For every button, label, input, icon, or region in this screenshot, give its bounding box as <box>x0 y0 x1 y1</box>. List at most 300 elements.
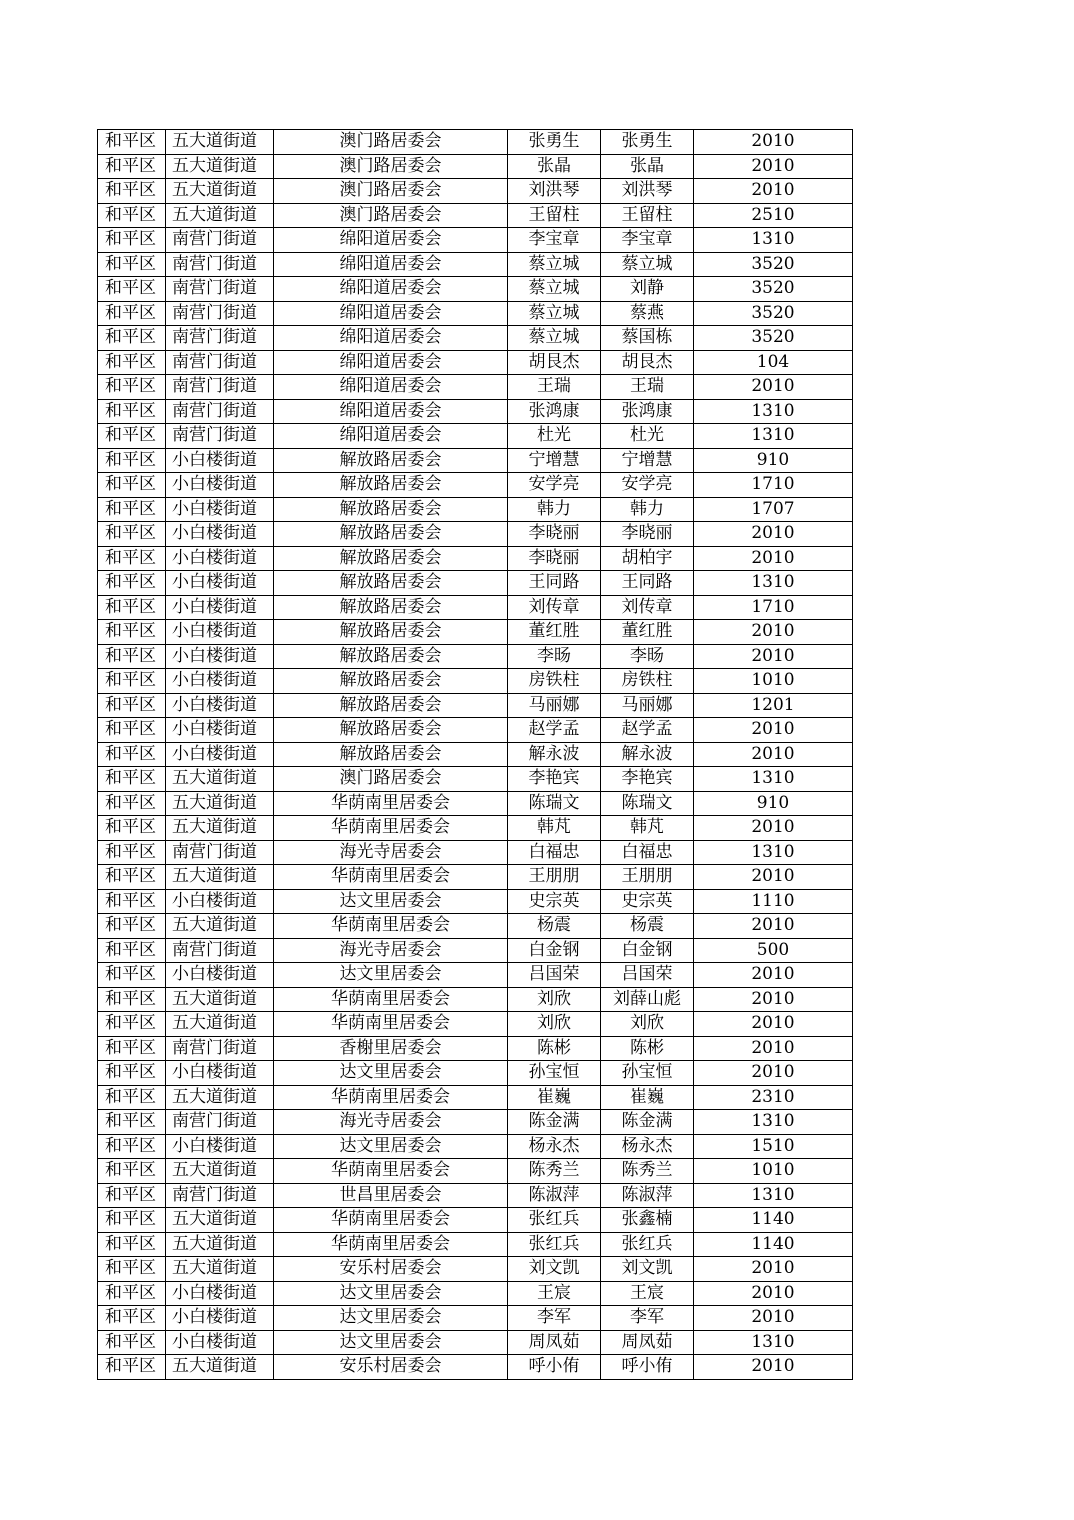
committee-cell: 华荫南里居委会 <box>274 987 508 1012</box>
district-cell: 和平区 <box>98 595 166 620</box>
applicant-cell: 房铁柱 <box>508 669 601 694</box>
committee-cell: 海光寺居委会 <box>274 1110 508 1135</box>
applicant-cell: 蔡立城 <box>508 301 601 326</box>
committee-cell: 解放路居委会 <box>274 571 508 596</box>
table-row <box>98 203 853 228</box>
street-cell: 五大道街道 <box>166 1208 274 1233</box>
street-cell: 南营门街道 <box>166 840 274 865</box>
member-cell: 刘薛山彪 <box>601 987 694 1012</box>
district-cell: 和平区 <box>98 424 166 449</box>
district-cell: 和平区 <box>98 203 166 228</box>
street-cell: 小白楼街道 <box>166 963 274 988</box>
member-cell: 陈秀兰 <box>601 1159 694 1184</box>
applicant-cell: 呼小侑 <box>508 1355 601 1380</box>
amount-cell: 1110 <box>694 889 853 914</box>
amount-cell: 1310 <box>694 399 853 424</box>
district-cell: 和平区 <box>98 889 166 914</box>
member-cell: 刘传章 <box>601 595 694 620</box>
district-cell: 和平区 <box>98 1208 166 1233</box>
applicant-cell: 蔡立城 <box>508 326 601 351</box>
street-cell: 南营门街道 <box>166 938 274 963</box>
amount-cell: 2010 <box>694 1012 853 1037</box>
applicant-cell: 王同路 <box>508 571 601 596</box>
district-cell: 和平区 <box>98 791 166 816</box>
applicant-cell: 王瑞 <box>508 375 601 400</box>
street-cell: 小白楼街道 <box>166 522 274 547</box>
member-cell: 韩芃 <box>601 816 694 841</box>
applicant-cell: 宁增慧 <box>508 448 601 473</box>
applicant-cell: 韩芃 <box>508 816 601 841</box>
table-row <box>98 252 853 277</box>
applicant-cell: 崔巍 <box>508 1085 601 1110</box>
street-cell: 五大道街道 <box>166 1355 274 1380</box>
committee-cell: 华荫南里居委会 <box>274 1232 508 1257</box>
district-cell: 和平区 <box>98 473 166 498</box>
district-cell: 和平区 <box>98 1012 166 1037</box>
applicant-cell: 韩力 <box>508 497 601 522</box>
amount-cell: 2010 <box>694 1061 853 1086</box>
amount-cell: 1310 <box>694 840 853 865</box>
street-cell: 五大道街道 <box>166 203 274 228</box>
district-cell: 和平区 <box>98 718 166 743</box>
committee-cell: 达文里居委会 <box>274 889 508 914</box>
applicant-cell: 马丽娜 <box>508 693 601 718</box>
table-row <box>98 399 853 424</box>
district-cell: 和平区 <box>98 1330 166 1355</box>
street-cell: 小白楼街道 <box>166 546 274 571</box>
committee-cell: 解放路居委会 <box>274 448 508 473</box>
committee-cell: 华荫南里居委会 <box>274 1085 508 1110</box>
street-cell: 小白楼街道 <box>166 497 274 522</box>
table-row <box>98 1085 853 1110</box>
applicant-cell: 陈金满 <box>508 1110 601 1135</box>
committee-cell: 澳门路居委会 <box>274 203 508 228</box>
amount-cell: 2010 <box>694 522 853 547</box>
amount-cell: 2010 <box>694 1355 853 1380</box>
applicant-cell: 张鸿康 <box>508 399 601 424</box>
street-cell: 南营门街道 <box>166 1183 274 1208</box>
committee-cell: 华荫南里居委会 <box>274 816 508 841</box>
street-cell: 小白楼街道 <box>166 1134 274 1159</box>
table-row <box>98 914 853 939</box>
district-cell: 和平区 <box>98 1085 166 1110</box>
member-cell: 吕国荣 <box>601 963 694 988</box>
member-cell: 崔巍 <box>601 1085 694 1110</box>
member-cell: 杜光 <box>601 424 694 449</box>
table-row <box>98 1306 853 1331</box>
table-row <box>98 1208 853 1233</box>
member-cell: 刘洪琴 <box>601 179 694 204</box>
applicant-cell: 张红兵 <box>508 1208 601 1233</box>
district-cell: 和平区 <box>98 1355 166 1380</box>
committee-cell: 解放路居委会 <box>274 595 508 620</box>
street-cell: 小白楼街道 <box>166 669 274 694</box>
district-cell: 和平区 <box>98 179 166 204</box>
committee-cell: 澳门路居委会 <box>274 154 508 179</box>
applicant-cell: 孙宝恒 <box>508 1061 601 1086</box>
committee-cell: 解放路居委会 <box>274 669 508 694</box>
amount-cell: 2010 <box>694 644 853 669</box>
member-cell: 陈淑萍 <box>601 1183 694 1208</box>
street-cell: 五大道街道 <box>166 816 274 841</box>
table-row <box>98 620 853 645</box>
applicant-cell: 陈秀兰 <box>508 1159 601 1184</box>
street-cell: 五大道街道 <box>166 767 274 792</box>
committee-cell: 香榭里居委会 <box>274 1036 508 1061</box>
committee-cell: 绵阳道居委会 <box>274 252 508 277</box>
member-cell: 刘欣 <box>601 1012 694 1037</box>
district-cell: 和平区 <box>98 1232 166 1257</box>
district-cell: 和平区 <box>98 644 166 669</box>
member-cell: 白福忠 <box>601 840 694 865</box>
street-cell: 小白楼街道 <box>166 889 274 914</box>
amount-cell: 1710 <box>694 473 853 498</box>
committee-cell: 澳门路居委会 <box>274 767 508 792</box>
amount-cell: 2010 <box>694 375 853 400</box>
amount-cell: 1310 <box>694 1330 853 1355</box>
committee-cell: 安乐村居委会 <box>274 1355 508 1380</box>
amount-cell: 2010 <box>694 1036 853 1061</box>
member-cell: 赵学孟 <box>601 718 694 743</box>
street-cell: 南营门街道 <box>166 228 274 253</box>
street-cell: 五大道街道 <box>166 179 274 204</box>
district-cell: 和平区 <box>98 350 166 375</box>
applicant-cell: 蔡立城 <box>508 252 601 277</box>
district-cell: 和平区 <box>98 1183 166 1208</box>
street-cell: 小白楼街道 <box>166 595 274 620</box>
applicant-cell: 史宗英 <box>508 889 601 914</box>
table-row <box>98 375 853 400</box>
member-cell: 解永波 <box>601 742 694 767</box>
committee-cell: 澳门路居委会 <box>274 130 508 155</box>
street-cell: 五大道街道 <box>166 154 274 179</box>
member-cell: 王瑞 <box>601 375 694 400</box>
member-cell: 蔡燕 <box>601 301 694 326</box>
member-cell: 李军 <box>601 1306 694 1331</box>
table-row <box>98 669 853 694</box>
table-row <box>98 1159 853 1184</box>
committee-cell: 华荫南里居委会 <box>274 865 508 890</box>
district-cell: 和平区 <box>98 1061 166 1086</box>
committee-cell: 绵阳道居委会 <box>274 301 508 326</box>
amount-cell: 1310 <box>694 1110 853 1135</box>
street-cell: 南营门街道 <box>166 277 274 302</box>
applicant-cell: 杜光 <box>508 424 601 449</box>
district-cell: 和平区 <box>98 1159 166 1184</box>
district-cell: 和平区 <box>98 399 166 424</box>
street-cell: 南营门街道 <box>166 424 274 449</box>
applicant-cell: 周凤茹 <box>508 1330 601 1355</box>
street-cell: 小白楼街道 <box>166 1330 274 1355</box>
applicant-cell: 张红兵 <box>508 1232 601 1257</box>
table-row <box>98 326 853 351</box>
member-cell: 杨永杰 <box>601 1134 694 1159</box>
table-row <box>98 865 853 890</box>
table-row <box>98 154 853 179</box>
member-cell: 刘静 <box>601 277 694 302</box>
district-cell: 和平区 <box>98 987 166 1012</box>
member-cell: 李艳宾 <box>601 767 694 792</box>
district-cell: 和平区 <box>98 154 166 179</box>
amount-cell: 2010 <box>694 718 853 743</box>
member-cell: 陈金满 <box>601 1110 694 1135</box>
member-cell: 呼小侑 <box>601 1355 694 1380</box>
committee-cell: 解放路居委会 <box>274 473 508 498</box>
street-cell: 五大道街道 <box>166 130 274 155</box>
amount-cell: 1310 <box>694 571 853 596</box>
committee-cell: 世昌里居委会 <box>274 1183 508 1208</box>
amount-cell: 2010 <box>694 1257 853 1282</box>
street-cell: 南营门街道 <box>166 350 274 375</box>
member-cell: 蔡国栋 <box>601 326 694 351</box>
applicant-cell: 刘洪琴 <box>508 179 601 204</box>
district-cell: 和平区 <box>98 1110 166 1135</box>
applicant-cell: 陈淑萍 <box>508 1183 601 1208</box>
district-cell: 和平区 <box>98 938 166 963</box>
applicant-cell: 杨震 <box>508 914 601 939</box>
amount-cell: 2010 <box>694 963 853 988</box>
district-cell: 和平区 <box>98 130 166 155</box>
member-cell: 张晶 <box>601 154 694 179</box>
member-cell: 董红胜 <box>601 620 694 645</box>
amount-cell: 1140 <box>694 1232 853 1257</box>
street-cell: 小白楼街道 <box>166 718 274 743</box>
member-cell: 宁增慧 <box>601 448 694 473</box>
table-row <box>98 497 853 522</box>
table-row <box>98 448 853 473</box>
member-cell: 史宗英 <box>601 889 694 914</box>
amount-cell: 1010 <box>694 669 853 694</box>
district-cell: 和平区 <box>98 301 166 326</box>
amount-cell: 1707 <box>694 497 853 522</box>
table-row <box>98 350 853 375</box>
member-cell: 王同路 <box>601 571 694 596</box>
amount-cell: 500 <box>694 938 853 963</box>
amount-cell: 1310 <box>694 228 853 253</box>
street-cell: 小白楼街道 <box>166 1061 274 1086</box>
member-cell: 张鑫楠 <box>601 1208 694 1233</box>
street-cell: 小白楼街道 <box>166 742 274 767</box>
amount-cell: 2010 <box>694 987 853 1012</box>
committee-cell: 华荫南里居委会 <box>274 791 508 816</box>
district-cell: 和平区 <box>98 963 166 988</box>
street-cell: 五大道街道 <box>166 1012 274 1037</box>
member-cell: 孙宝恒 <box>601 1061 694 1086</box>
committee-cell: 澳门路居委会 <box>274 179 508 204</box>
amount-cell: 2010 <box>694 179 853 204</box>
street-cell: 南营门街道 <box>166 375 274 400</box>
committee-cell: 华荫南里居委会 <box>274 914 508 939</box>
committee-cell: 绵阳道居委会 <box>274 277 508 302</box>
table-row <box>98 767 853 792</box>
table-row <box>98 1036 853 1061</box>
applicant-cell: 董红胜 <box>508 620 601 645</box>
district-cell: 和平区 <box>98 816 166 841</box>
committee-cell: 解放路居委会 <box>274 522 508 547</box>
street-cell: 五大道街道 <box>166 1085 274 1110</box>
member-cell: 李宝章 <box>601 228 694 253</box>
applicant-cell: 王宸 <box>508 1281 601 1306</box>
applicant-cell: 蔡立城 <box>508 277 601 302</box>
district-cell: 和平区 <box>98 326 166 351</box>
applicant-cell: 陈瑞文 <box>508 791 601 816</box>
table-row <box>98 1355 853 1380</box>
table-row <box>98 1134 853 1159</box>
applicant-cell: 王留柱 <box>508 203 601 228</box>
street-cell: 南营门街道 <box>166 1110 274 1135</box>
amount-cell: 3520 <box>694 277 853 302</box>
member-cell: 杨震 <box>601 914 694 939</box>
applicant-cell: 李军 <box>508 1306 601 1331</box>
applicant-cell: 安学亮 <box>508 473 601 498</box>
committee-cell: 绵阳道居委会 <box>274 424 508 449</box>
table-row <box>98 1232 853 1257</box>
data-table <box>97 129 853 1380</box>
applicant-cell: 刘文凯 <box>508 1257 601 1282</box>
district-cell: 和平区 <box>98 693 166 718</box>
district-cell: 和平区 <box>98 1257 166 1282</box>
committee-cell: 解放路居委会 <box>274 546 508 571</box>
applicant-cell: 刘传章 <box>508 595 601 620</box>
street-cell: 五大道街道 <box>166 791 274 816</box>
amount-cell: 2010 <box>694 816 853 841</box>
amount-cell: 1310 <box>694 767 853 792</box>
district-cell: 和平区 <box>98 277 166 302</box>
amount-cell: 2010 <box>694 546 853 571</box>
amount-cell: 1201 <box>694 693 853 718</box>
street-cell: 小白楼街道 <box>166 571 274 596</box>
member-cell: 李旸 <box>601 644 694 669</box>
amount-cell: 2010 <box>694 1281 853 1306</box>
district-cell: 和平区 <box>98 1306 166 1331</box>
street-cell: 小白楼街道 <box>166 448 274 473</box>
table-row <box>98 718 853 743</box>
applicant-cell: 胡艮杰 <box>508 350 601 375</box>
applicant-cell: 吕国荣 <box>508 963 601 988</box>
amount-cell: 3520 <box>694 301 853 326</box>
committee-cell: 达文里居委会 <box>274 1061 508 1086</box>
street-cell: 小白楼街道 <box>166 1306 274 1331</box>
street-cell: 五大道街道 <box>166 1159 274 1184</box>
district-cell: 和平区 <box>98 767 166 792</box>
district-cell: 和平区 <box>98 1281 166 1306</box>
table-row <box>98 522 853 547</box>
committee-cell: 安乐村居委会 <box>274 1257 508 1282</box>
street-cell: 南营门街道 <box>166 1036 274 1061</box>
street-cell: 小白楼街道 <box>166 644 274 669</box>
member-cell: 王留柱 <box>601 203 694 228</box>
table-row <box>98 791 853 816</box>
table-row <box>98 1061 853 1086</box>
table-row <box>98 571 853 596</box>
table-row <box>98 938 853 963</box>
applicant-cell: 李晓丽 <box>508 522 601 547</box>
table-row <box>98 424 853 449</box>
amount-cell: 2010 <box>694 742 853 767</box>
district-cell: 和平区 <box>98 620 166 645</box>
member-cell: 张勇生 <box>601 130 694 155</box>
committee-cell: 海光寺居委会 <box>274 840 508 865</box>
district-cell: 和平区 <box>98 1036 166 1061</box>
table-row <box>98 1281 853 1306</box>
applicant-cell: 张勇生 <box>508 130 601 155</box>
street-cell: 南营门街道 <box>166 326 274 351</box>
district-cell: 和平区 <box>98 375 166 400</box>
applicant-cell: 李旸 <box>508 644 601 669</box>
amount-cell: 1710 <box>694 595 853 620</box>
applicant-cell: 刘欣 <box>508 987 601 1012</box>
member-cell: 陈彬 <box>601 1036 694 1061</box>
amount-cell: 1010 <box>694 1159 853 1184</box>
street-cell: 五大道街道 <box>166 865 274 890</box>
table-row <box>98 1257 853 1282</box>
amount-cell: 1510 <box>694 1134 853 1159</box>
amount-cell: 2010 <box>694 914 853 939</box>
district-cell: 和平区 <box>98 252 166 277</box>
committee-cell: 达文里居委会 <box>274 1330 508 1355</box>
table-row <box>98 228 853 253</box>
street-cell: 南营门街道 <box>166 252 274 277</box>
table-row <box>98 301 853 326</box>
district-cell: 和平区 <box>98 522 166 547</box>
applicant-cell: 杨永杰 <box>508 1134 601 1159</box>
table-row <box>98 1012 853 1037</box>
table-row <box>98 1330 853 1355</box>
amount-cell: 1310 <box>694 1183 853 1208</box>
district-cell: 和平区 <box>98 742 166 767</box>
amount-cell: 2010 <box>694 154 853 179</box>
amount-cell: 2010 <box>694 620 853 645</box>
applicant-cell: 白福忠 <box>508 840 601 865</box>
amount-cell: 3520 <box>694 252 853 277</box>
district-cell: 和平区 <box>98 497 166 522</box>
table-row <box>98 742 853 767</box>
committee-cell: 绵阳道居委会 <box>274 399 508 424</box>
committee-cell: 绵阳道居委会 <box>274 375 508 400</box>
committee-cell: 绵阳道居委会 <box>274 228 508 253</box>
table-row <box>98 595 853 620</box>
street-cell: 小白楼街道 <box>166 620 274 645</box>
member-cell: 蔡立城 <box>601 252 694 277</box>
table-row <box>98 840 853 865</box>
applicant-cell: 陈彬 <box>508 1036 601 1061</box>
table-row <box>98 816 853 841</box>
table-row <box>98 889 853 914</box>
table-row <box>98 277 853 302</box>
member-cell: 胡柏宇 <box>601 546 694 571</box>
committee-cell: 解放路居委会 <box>274 693 508 718</box>
committee-cell: 解放路居委会 <box>274 718 508 743</box>
member-cell: 王宸 <box>601 1281 694 1306</box>
amount-cell: 3520 <box>694 326 853 351</box>
amount-cell: 104 <box>694 350 853 375</box>
member-cell: 陈瑞文 <box>601 791 694 816</box>
table-row <box>98 130 853 155</box>
applicant-cell: 刘欣 <box>508 1012 601 1037</box>
district-cell: 和平区 <box>98 865 166 890</box>
member-cell: 张红兵 <box>601 1232 694 1257</box>
street-cell: 五大道街道 <box>166 1232 274 1257</box>
table-row <box>98 179 853 204</box>
table-row <box>98 644 853 669</box>
table-row <box>98 546 853 571</box>
street-cell: 小白楼街道 <box>166 693 274 718</box>
committee-cell: 解放路居委会 <box>274 497 508 522</box>
street-cell: 五大道街道 <box>166 987 274 1012</box>
district-cell: 和平区 <box>98 914 166 939</box>
committee-cell: 达文里居委会 <box>274 1281 508 1306</box>
committee-cell: 华荫南里居委会 <box>274 1159 508 1184</box>
